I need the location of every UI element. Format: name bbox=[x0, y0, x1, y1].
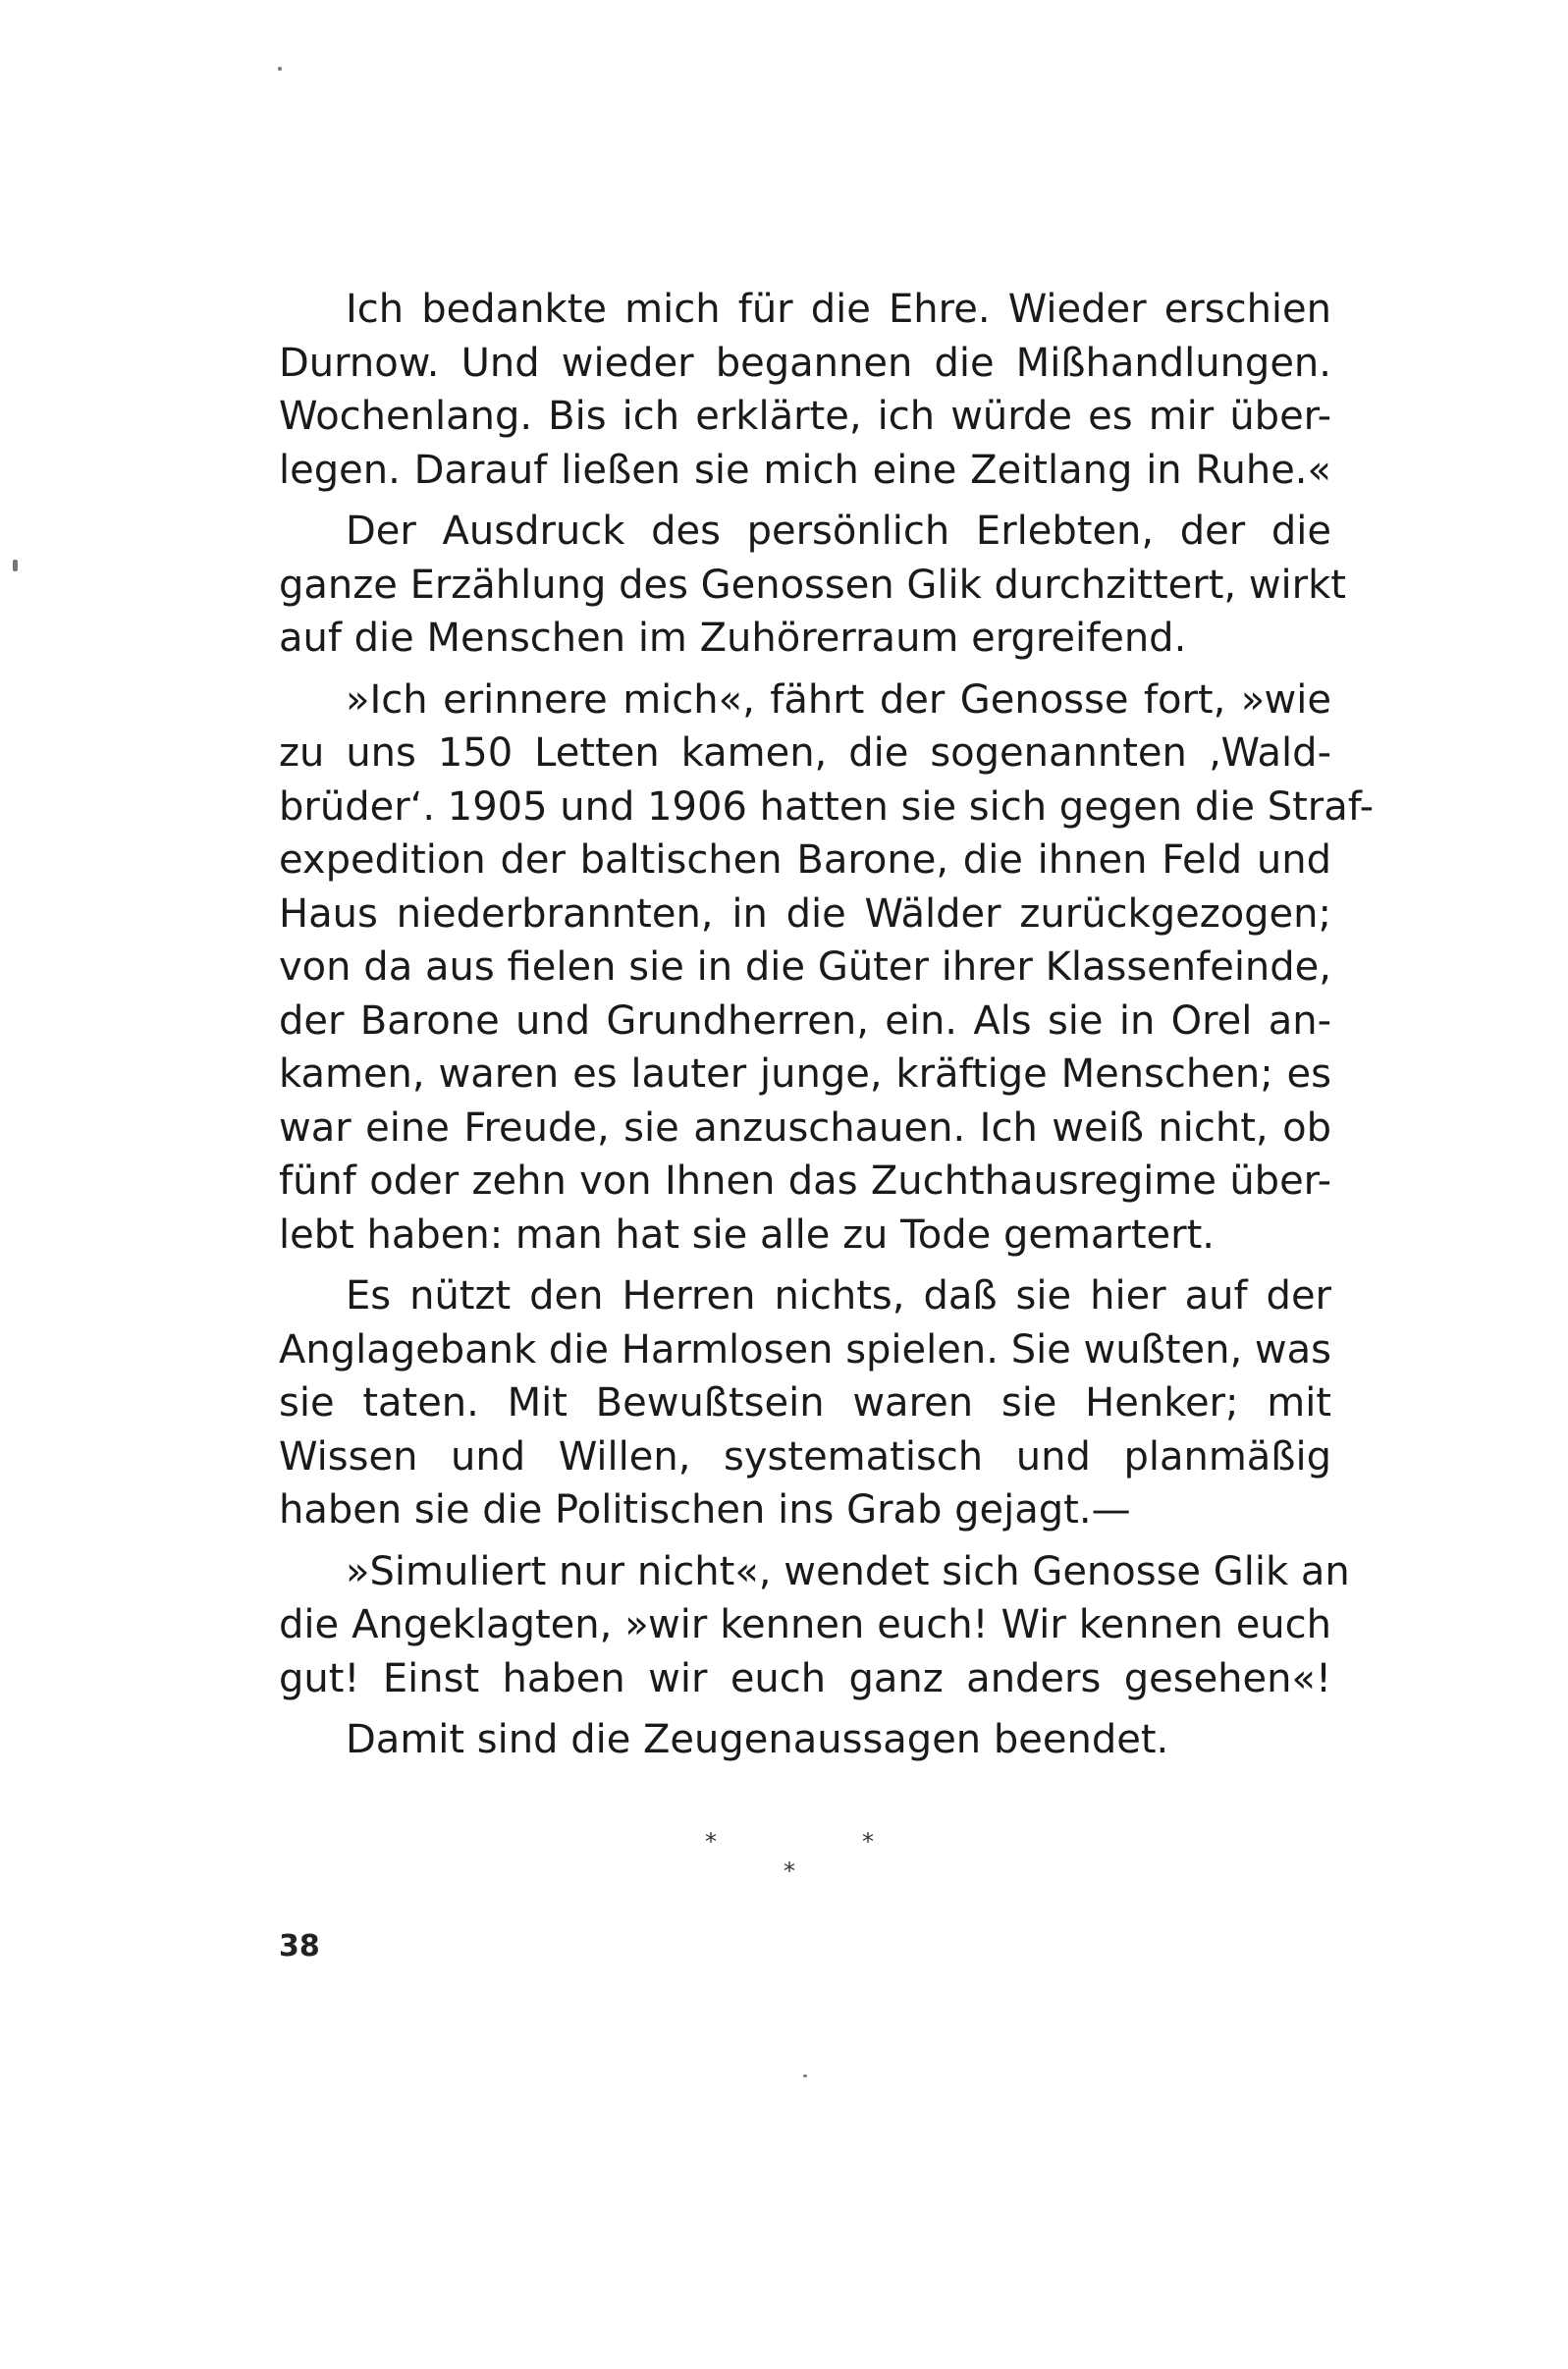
text-line: expedition der baltischen Barone, die ihnen Feld und bbox=[279, 837, 1331, 883]
text-line: fünf oder zehn von Ihnen das Zuchthausregime über- bbox=[279, 1158, 1331, 1204]
paragraph-6 bbox=[279, 1713, 1331, 1767]
text-line: ganze Erzählung des Genossen Glik durchzittert, wirkt bbox=[279, 562, 1346, 608]
text-line: Damit sind die Zeugenaussagen beendet. bbox=[346, 1717, 1169, 1762]
text-line: die Angeklagten, »wir kennen euch! Wir kennen euch bbox=[279, 1602, 1331, 1647]
text-line: lebt haben: man hat sie alle zu Tode gemartert. bbox=[279, 1211, 1216, 1258]
separator-star: * bbox=[784, 1858, 795, 1885]
paragraph-5 bbox=[279, 1545, 1350, 1706]
paragraph-2 bbox=[279, 505, 1346, 666]
text-line: »Ich erinnere mich«, fährt der Genosse fort, »wie bbox=[346, 676, 1331, 723]
text-line: Durnow. Und wieder begannen die Mißhandlungen. bbox=[279, 340, 1331, 386]
paragraph-4 bbox=[279, 1269, 1331, 1537]
text-line: zu uns 150 Letten kamen, die sogenannten ‚Wald- bbox=[279, 730, 1331, 776]
text-line: kamen, waren es lauter junge, kräftige Menschen; es bbox=[279, 1051, 1331, 1097]
text-line: gut! Einst haben wir euch ganz anders gesehen«! bbox=[279, 1655, 1331, 1701]
text-line: von da aus fielen sie in die Güter ihrer Klassenfeinde, bbox=[279, 944, 1331, 990]
paragraph-1 bbox=[279, 283, 1331, 497]
body-text bbox=[279, 283, 1375, 1775]
page-number: 38 bbox=[279, 1929, 320, 1964]
separator-star: * bbox=[862, 1828, 874, 1856]
text-line: Wissen und Willen, systematisch und planmäßig bbox=[279, 1433, 1331, 1480]
text-line: Wochenlang. Bis ich erklärte, ich würde es mir über- bbox=[279, 394, 1331, 439]
text-line: Der Ausdruck des persönlich Erlebten, der die bbox=[346, 509, 1331, 554]
separator-star: * bbox=[705, 1828, 717, 1856]
ink-speck bbox=[13, 560, 18, 571]
text-line: Es nützt den Herren nichts, daß sie hier auf der bbox=[346, 1273, 1331, 1319]
text-line: legen. Darauf ließen sie mich eine Zeitlang in Ruhe.« bbox=[279, 447, 1331, 493]
ink-speck bbox=[803, 2074, 807, 2077]
section-separator bbox=[687, 1828, 923, 1907]
text-line: der Barone und Grundherren, ein. Als sie in Orel an- bbox=[279, 997, 1331, 1044]
text-line: Anglagebank die Harmlosen spielen. Sie wußten, was bbox=[279, 1326, 1331, 1373]
text-line: auf die Menschen im Zuhörerraum ergreifend. bbox=[279, 616, 1187, 661]
text-line: haben sie die Politischen ins Grab gejagt.— bbox=[279, 1487, 1131, 1533]
text-line: Ich bedankte mich für die Ehre. Wieder erschien bbox=[346, 287, 1331, 332]
text-line: »Simuliert nur nicht«, wendet sich Genosse Glik an bbox=[346, 1548, 1350, 1594]
text-line: war eine Freude, sie anzuschauen. Ich weiß nicht, ob bbox=[279, 1104, 1331, 1151]
text-line: sie taten. Mit Bewußtsein waren sie Henker; mit bbox=[279, 1380, 1331, 1426]
ink-speck bbox=[278, 67, 282, 71]
text-line: brüder‘. 1905 und 1906 hatten sie sich gegen die Straf- bbox=[279, 783, 1375, 830]
text-line: Haus niederbrannten, in die Wälder zurückgezogen; bbox=[279, 890, 1331, 937]
paragraph-3 bbox=[279, 673, 1375, 1263]
